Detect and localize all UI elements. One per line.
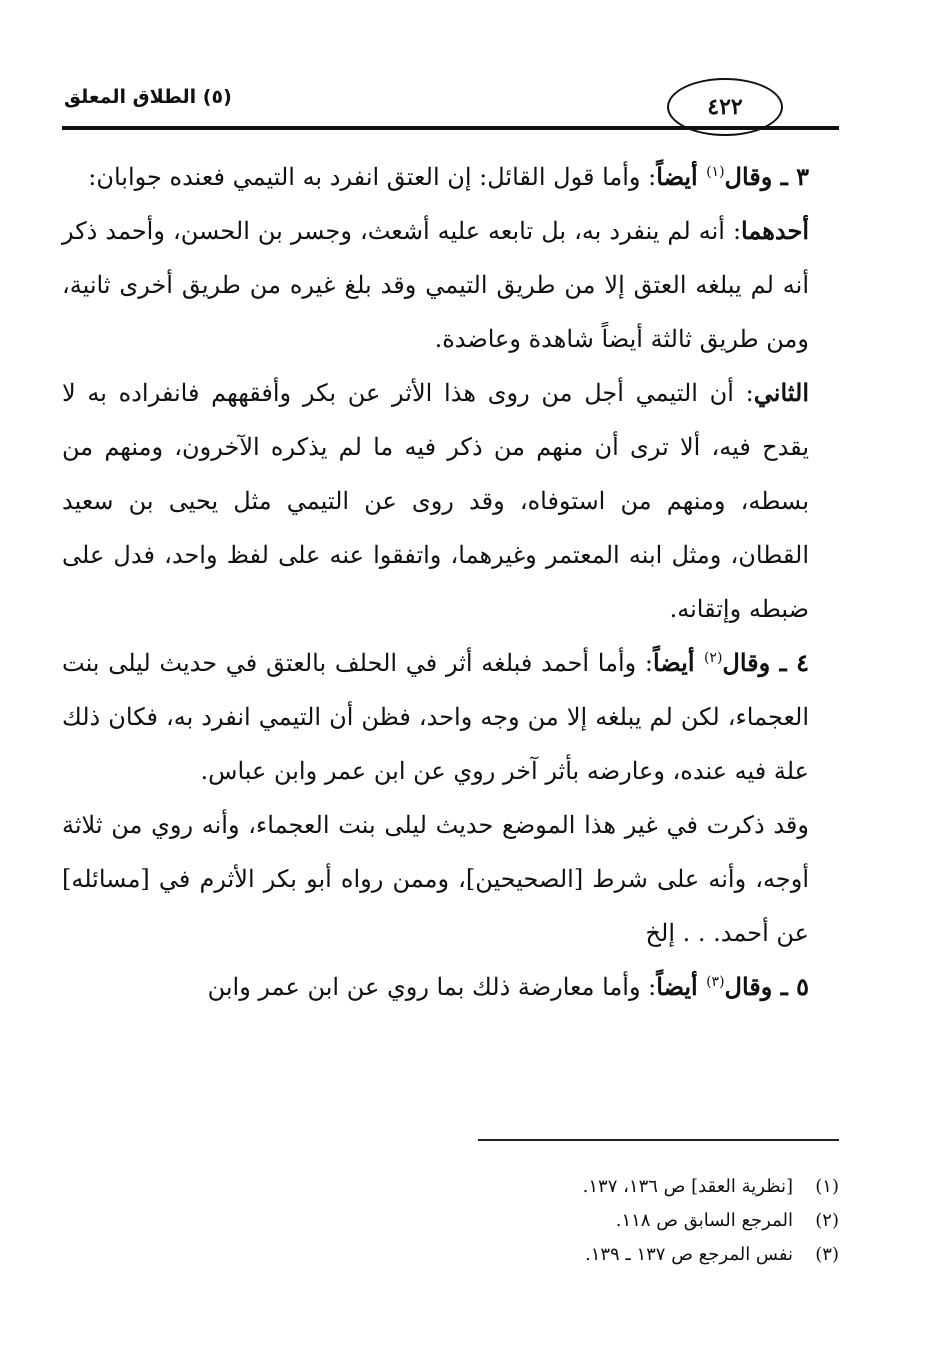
paragraph-4-lead: ٤ ـ وقال <box>722 648 810 677</box>
footnote-ref-2: (٢) <box>703 650 723 666</box>
paragraph-3-lead: ٣ ـ وقال <box>724 162 809 191</box>
paragraph-first-answer-text: : أنه لم ينفرد به، بل تابعه عليه أشعث، وجسر بن الحسن، وأحمد ذكر أنه لم يبلغه العتق إلا من طريق التيمي وقد بلغ غيره من طريق أخرى ثانية، ومن طريق ثالثة أيضاً شاهدة وعاضدة. <box>62 217 810 353</box>
paragraph-second-answer <box>62 366 839 636</box>
paragraph-5-bold: أيضاً <box>656 972 707 1001</box>
header-rule <box>62 126 839 130</box>
page-number-text: ٤٢٢ <box>707 94 743 120</box>
paragraph-first-answer-lead: أحدهما <box>741 216 809 245</box>
paragraph-5-lead: ٥ ـ وقال <box>724 972 809 1001</box>
footnotes <box>62 1170 839 1272</box>
footnote-text: المرجع السابق ص ١١٨. <box>615 1210 793 1231</box>
footnote-ref-1: (١) <box>706 164 725 180</box>
footnote-item <box>62 1238 839 1272</box>
footnote-number: (١) <box>815 1176 839 1197</box>
paragraph-3 <box>62 150 839 204</box>
paragraph-second-answer-text: : أن التيمي أجل من روى هذا الأثر عن بكر وأفقههم فانفراده به لا يقدح فيه، ألا ترى أن منهم من ذكر فيه ما لم يذكره الآخرون، ومنهم من بسطه، ومنهم من استوفاه، وقد روى عن التيمي مثل يحيى بن سعيد القطان، ومثل ابنه المعتمر وغيرهما، واتفقوا عنه على لفظ واحد، فدل على ضبطه وإتقانه. <box>62 379 810 623</box>
paragraph-4-text: : وأما أحمد فبلغه أثر في الحلف بالعتق في حديث ليلى بنت العجماء، لكن لم يبلغه إلا من وجه واحد، فظن أن التيمي انفرد به، فكان ذلك علة فيه عنده، وعارضه بأثر آخر روي عن ابن عمر وابن عباس. <box>62 649 809 785</box>
footnote-rule <box>478 1139 839 1141</box>
paragraph-first-answer <box>62 204 839 366</box>
paragraph-hadith-note-text: وقد ذكرت في غير هذا الموضع حديث ليلى بنت العجماء، وأنه روي من ثلاثة أوجه، وأنه على شرط [الصحيحين]، وممن رواه أبو بكر الأثرم في [مسائله] عن أحمد. . . إلخ <box>62 811 809 947</box>
running-title: (٥) الطلاق المعلق <box>64 86 232 108</box>
footnote-item <box>62 1170 839 1204</box>
footnote-text: [نظرية العقد] ص ١٣٦، ١٣٧. <box>582 1176 793 1197</box>
paragraph-3-text: : وأما قول القائل: إن العتق انفرد به التيمي فعنده جوابان: <box>88 163 657 191</box>
paragraph-3-bold: أيضاً <box>656 162 707 191</box>
paragraph-4-bold: أيضاً <box>653 648 704 677</box>
paragraph-5 <box>62 960 839 1014</box>
footnote-text: نفس المرجع ص ١٣٧ ـ ١٣٩. <box>584 1244 793 1265</box>
footnote-item <box>62 1204 839 1238</box>
footnote-ref-3: (٣) <box>706 974 725 990</box>
paragraph-5-text: : وأما معارضة ذلك بما روي عن ابن عمر وابن <box>207 973 657 1001</box>
body-text <box>62 150 839 1014</box>
page-header <box>62 70 839 140</box>
paragraph-4 <box>62 636 839 798</box>
footnote-number: (٢) <box>815 1210 839 1231</box>
paragraph-second-answer-lead: الثاني <box>753 378 809 407</box>
footnote-number: (٣) <box>815 1244 839 1265</box>
paragraph-hadith-note <box>62 798 839 960</box>
